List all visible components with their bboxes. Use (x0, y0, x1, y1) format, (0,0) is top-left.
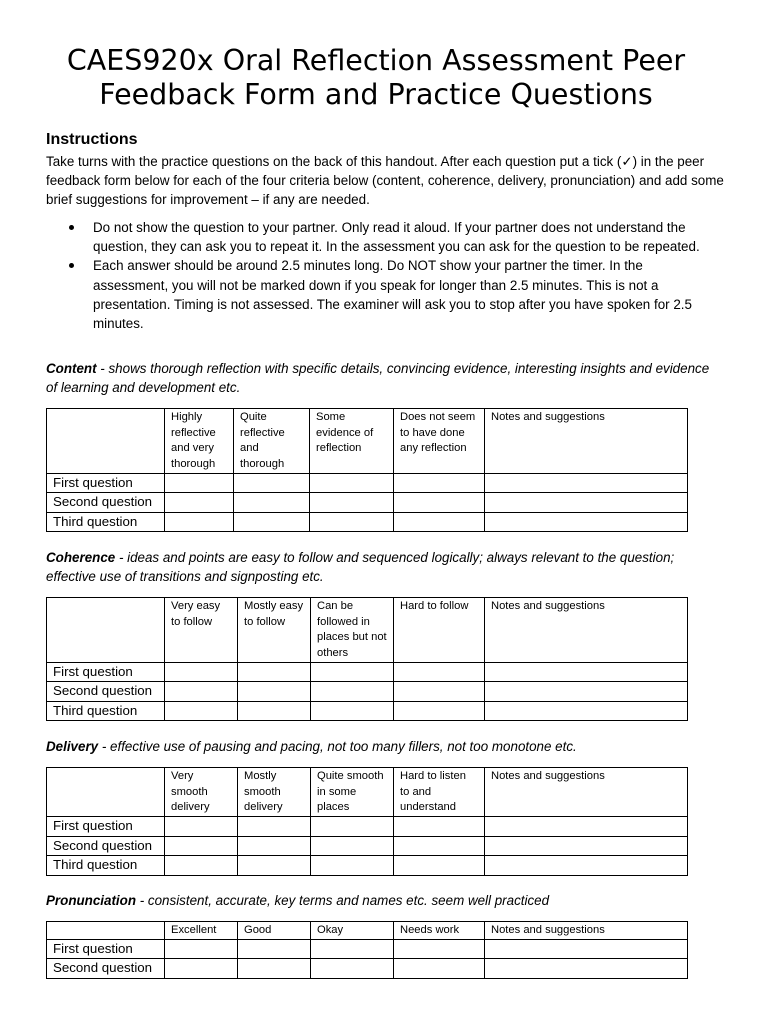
criterion-description: - shows thorough reflection with specific details, convincing evidence, interesting insights and evidence of learning and development etc. (46, 361, 710, 395)
row-label: Third question (47, 856, 165, 876)
tick-cell[interactable] (238, 817, 311, 837)
tick-cell[interactable] (165, 493, 234, 513)
header-cell: Notes and suggestions (485, 598, 688, 663)
header-cell: Very smooth delivery (165, 768, 238, 817)
header-cell: Good (238, 922, 311, 940)
criterion-name: Delivery (46, 739, 99, 754)
tick-cell[interactable] (394, 662, 485, 682)
tick-cell[interactable] (238, 939, 311, 959)
row-label: First question (47, 662, 165, 682)
bullet-text: Each answer should be around 2.5 minutes long. Do NOT show your partner the timer. In the assessment, you will not be marked down if you speak for longer than 2.5 minutes. This is not a presentation. Timing is not assessed. The examiner will ask you to stop after you have spoken for 2.5 minutes. (93, 258, 692, 332)
header-cell: Very easy to follow (165, 598, 238, 663)
header-cell (47, 922, 165, 940)
notes-cell[interactable] (485, 662, 688, 682)
tick-cell[interactable] (311, 662, 394, 682)
notes-cell[interactable] (485, 512, 688, 532)
header-cell: Quite smooth in some places (311, 768, 394, 817)
content-criterion (46, 359, 716, 397)
bullet-dot-icon (69, 263, 74, 268)
table-row (47, 817, 688, 837)
header-cell (47, 768, 165, 817)
notes-cell[interactable] (485, 817, 688, 837)
tick-cell[interactable] (394, 473, 485, 493)
tick-cell[interactable] (394, 512, 485, 532)
tick-cell[interactable] (310, 473, 394, 493)
tick-cell[interactable] (394, 817, 485, 837)
tick-cell[interactable] (165, 836, 238, 856)
tick-cell[interactable] (238, 682, 311, 702)
criterion-description: - effective use of pausing and pacing, not too many fillers, not too monotone etc. (98, 739, 577, 754)
table-header-row (47, 409, 688, 474)
tick-cell[interactable] (165, 939, 238, 959)
header-cell: Can be followed in places but not others (311, 598, 394, 663)
tick-cell[interactable] (311, 959, 394, 979)
criterion-description: - ideas and points are easy to follow and sequenced logically; always relevant to the question; effective use of transitions and signposting etc. (46, 550, 675, 584)
table-row (47, 959, 688, 979)
row-label: Second question (47, 682, 165, 702)
header-cell (47, 409, 165, 474)
row-label: Third question (47, 701, 165, 721)
criterion-name: Coherence (46, 550, 116, 565)
tick-cell[interactable] (165, 682, 238, 702)
notes-cell[interactable] (485, 493, 688, 513)
tick-cell[interactable] (165, 856, 238, 876)
criterion-name: Pronunciation (46, 893, 137, 908)
instructions-bullet-list (46, 218, 706, 333)
criterion-description: - consistent, accurate, key terms and names etc. seem well practiced (136, 893, 550, 908)
header-cell: Some evidence of reflection (310, 409, 394, 474)
coherence-criterion (46, 548, 716, 586)
tick-cell[interactable] (165, 817, 238, 837)
header-cell (47, 598, 165, 663)
tick-cell[interactable] (311, 856, 394, 876)
tick-cell[interactable] (311, 817, 394, 837)
content-feedback-table (46, 408, 688, 532)
table-header-row (47, 598, 688, 663)
instructions-heading: Instructions (46, 131, 138, 148)
notes-cell[interactable] (485, 856, 688, 876)
header-cell: Quite reflective and thorough (234, 409, 310, 474)
table-row (47, 682, 688, 702)
coherence-feedback-table (46, 597, 688, 721)
bullet-item (46, 218, 706, 256)
tick-cell[interactable] (310, 493, 394, 513)
header-cell: Needs work (394, 922, 485, 940)
tick-cell[interactable] (394, 939, 485, 959)
tick-cell[interactable] (238, 856, 311, 876)
instructions-text: Take turns with the practice questions on the back of this handout. After each question put a tick (✓) in the peer feedback form below for each of the four criteria below (content, coherence, delivery, pronunciation) and add some brief suggestions for improvement – if any are needed. (46, 154, 724, 207)
tick-cell[interactable] (310, 512, 394, 532)
tick-cell[interactable] (311, 701, 394, 721)
table-row (47, 493, 688, 513)
tick-cell[interactable] (165, 473, 234, 493)
tick-cell[interactable] (165, 959, 238, 979)
criterion-name: Content (46, 361, 97, 376)
bullet-dot-icon (69, 225, 74, 230)
row-label: Second question (47, 493, 165, 513)
tick-cell[interactable] (394, 701, 485, 721)
table-row (47, 856, 688, 876)
notes-cell[interactable] (485, 701, 688, 721)
pronunciation-criterion (46, 891, 716, 910)
table-row (47, 836, 688, 856)
tick-cell[interactable] (394, 493, 485, 513)
table-row (47, 662, 688, 682)
delivery-criterion (46, 737, 716, 756)
table-row (47, 512, 688, 532)
header-cell: Excellent (165, 922, 238, 940)
header-cell: Notes and suggestions (485, 409, 688, 474)
header-cell: Mostly smooth delivery (238, 768, 311, 817)
tick-cell[interactable] (311, 682, 394, 702)
header-cell: Hard to listen to and understand (394, 768, 485, 817)
row-label: First question (47, 473, 165, 493)
tick-cell[interactable] (234, 473, 310, 493)
notes-cell[interactable] (485, 959, 688, 979)
row-label: First question (47, 817, 165, 837)
tick-cell[interactable] (165, 512, 234, 532)
row-label: First question (47, 939, 165, 959)
tick-cell[interactable] (234, 512, 310, 532)
row-label: Second question (47, 959, 165, 979)
notes-cell[interactable] (485, 682, 688, 702)
table-row (47, 473, 688, 493)
tick-cell[interactable] (394, 682, 485, 702)
tick-cell[interactable] (238, 662, 311, 682)
bullet-item (46, 256, 706, 333)
tick-cell[interactable] (238, 701, 311, 721)
bullet-text: Do not show the question to your partner. Only read it aloud. If your partner does not understand the question, they can ask you to repeat it. In the assessment you can ask for the question to be repeated. (93, 220, 700, 255)
header-cell: Notes and suggestions (485, 768, 688, 817)
row-label: Third question (47, 512, 165, 532)
notes-cell[interactable] (485, 939, 688, 959)
notes-cell[interactable] (485, 473, 688, 493)
table-header-row (47, 768, 688, 817)
header-cell: Highly reflective and very thorough (165, 409, 234, 474)
tick-cell[interactable] (311, 939, 394, 959)
header-cell: Does not seem to have done any reflection (394, 409, 485, 474)
notes-cell[interactable] (485, 836, 688, 856)
header-cell: Mostly easy to follow (238, 598, 311, 663)
tick-cell[interactable] (238, 959, 311, 979)
tick-cell[interactable] (238, 836, 311, 856)
table-row (47, 701, 688, 721)
delivery-feedback-table (46, 767, 688, 876)
tick-cell[interactable] (165, 662, 238, 682)
tick-cell[interactable] (394, 959, 485, 979)
table-row (47, 939, 688, 959)
header-cell: Notes and suggestions (485, 922, 688, 940)
page-title: CAES920x Oral Reflection Assessment Peer Feedback Form and Practice Questions (66, 44, 686, 111)
header-cell: Hard to follow (394, 598, 485, 663)
tick-cell[interactable] (394, 856, 485, 876)
tick-cell[interactable] (165, 701, 238, 721)
row-label: Second question (47, 836, 165, 856)
pronunciation-feedback-table (46, 921, 688, 979)
table-header-row (47, 922, 688, 940)
tick-cell[interactable] (394, 836, 485, 856)
tick-cell[interactable] (311, 836, 394, 856)
header-cell: Okay (311, 922, 394, 940)
tick-cell[interactable] (234, 493, 310, 513)
